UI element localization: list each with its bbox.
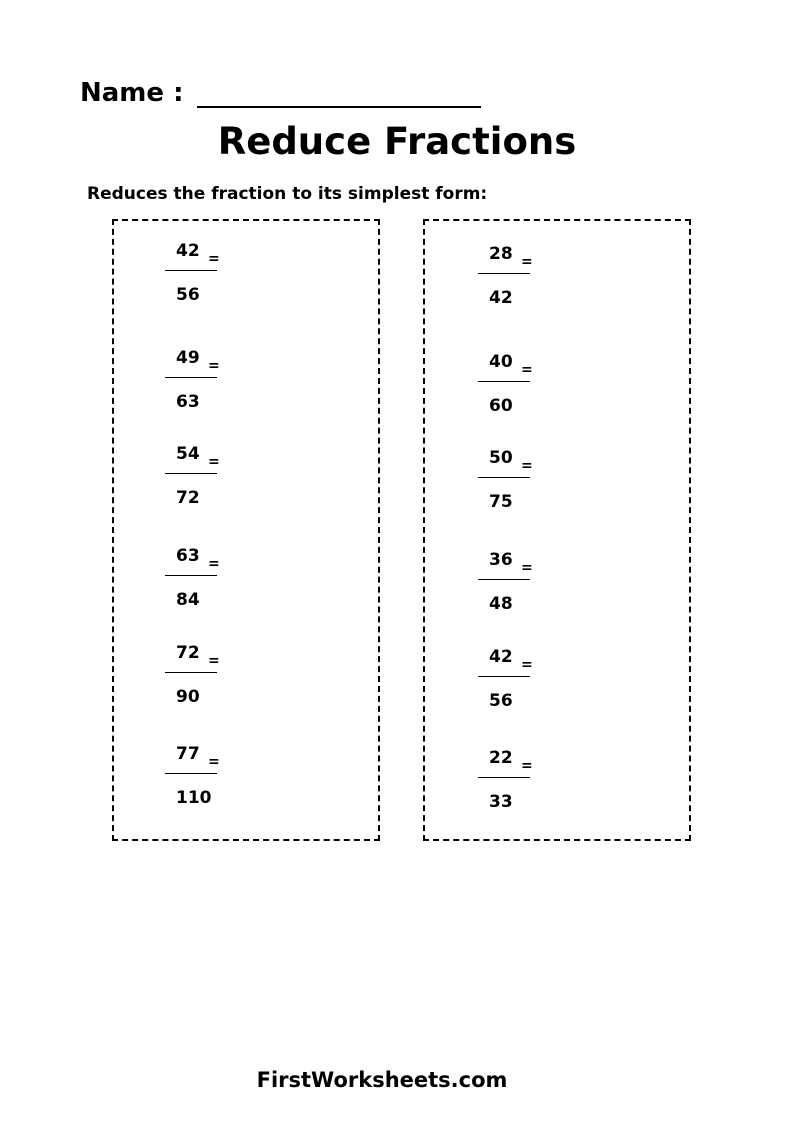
numerator: 36 xyxy=(489,550,513,570)
fraction-problem xyxy=(478,352,568,418)
numerator: 42 xyxy=(489,647,513,667)
numerator: 42 xyxy=(176,241,200,261)
fraction-problem xyxy=(165,546,255,612)
equals-sign: = xyxy=(521,458,533,474)
page-title: Reduce Fractions xyxy=(217,120,577,163)
denominator: 56 xyxy=(489,691,513,711)
equals-sign: = xyxy=(521,362,533,378)
equals-sign: = xyxy=(208,754,220,770)
numerator: 22 xyxy=(489,748,513,768)
name-row xyxy=(80,78,481,108)
equals-sign: = xyxy=(208,251,220,267)
left-problem-panel xyxy=(112,219,380,841)
name-blank-line[interactable] xyxy=(197,80,481,108)
fraction-bar xyxy=(478,777,530,778)
denominator: 110 xyxy=(176,788,212,808)
fraction-bar xyxy=(165,773,217,774)
name-label: Name : xyxy=(80,78,184,108)
equals-sign: = xyxy=(521,560,533,576)
fraction-bar xyxy=(478,579,530,580)
denominator: 48 xyxy=(489,594,513,614)
denominator: 33 xyxy=(489,792,513,812)
fraction-problem xyxy=(478,550,568,616)
numerator: 28 xyxy=(489,244,513,264)
fraction-problem xyxy=(478,748,568,814)
numerator: 72 xyxy=(176,643,200,663)
numerator: 54 xyxy=(176,444,200,464)
fraction-problem xyxy=(478,448,568,514)
denominator: 90 xyxy=(176,687,200,707)
fraction-bar xyxy=(478,273,530,274)
denominator: 63 xyxy=(176,392,200,412)
denominator: 75 xyxy=(489,492,513,512)
equals-sign: = xyxy=(208,358,220,374)
denominator: 56 xyxy=(176,285,200,305)
equals-sign: = xyxy=(521,254,533,270)
fraction-bar xyxy=(165,377,217,378)
equals-sign: = xyxy=(208,556,220,572)
fraction-bar xyxy=(478,676,530,677)
fraction-problem xyxy=(478,647,568,713)
fraction-bar xyxy=(165,575,217,576)
fraction-bar xyxy=(165,672,217,673)
footer-site-name: FirstWorksheets.com xyxy=(256,1068,508,1092)
numerator: 40 xyxy=(489,352,513,372)
denominator: 72 xyxy=(176,488,200,508)
fraction-problem xyxy=(165,744,255,810)
equals-sign: = xyxy=(208,653,220,669)
fraction-problem xyxy=(165,643,255,709)
fraction-bar xyxy=(478,381,530,382)
fraction-bar xyxy=(165,270,217,271)
denominator: 84 xyxy=(176,590,200,610)
equals-sign: = xyxy=(208,454,220,470)
fraction-bar xyxy=(165,473,217,474)
right-problem-panel xyxy=(423,219,691,841)
numerator: 77 xyxy=(176,744,200,764)
numerator: 50 xyxy=(489,448,513,468)
denominator: 42 xyxy=(489,288,513,308)
fraction-problem xyxy=(165,241,255,307)
denominator: 60 xyxy=(489,396,513,416)
numerator: 49 xyxy=(176,348,200,368)
numerator: 63 xyxy=(176,546,200,566)
fraction-problem xyxy=(478,244,568,310)
fraction-problem xyxy=(165,444,255,510)
fraction-bar xyxy=(478,477,530,478)
instruction-text: Reduces the fraction to its simplest form: xyxy=(87,184,488,204)
equals-sign: = xyxy=(521,758,533,774)
fraction-problem xyxy=(165,348,255,414)
equals-sign: = xyxy=(521,657,533,673)
